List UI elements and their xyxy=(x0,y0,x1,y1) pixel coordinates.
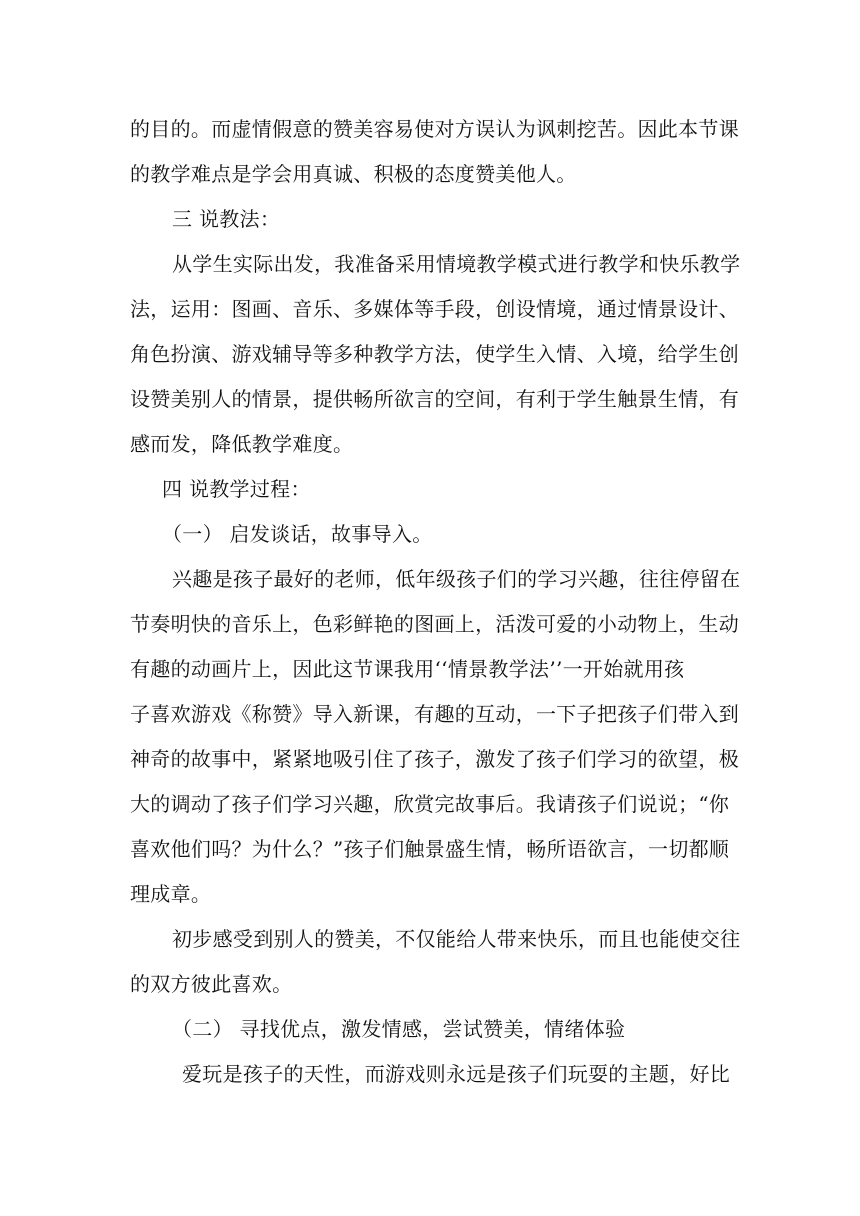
text-line-11: 兴趣是孩子最好的老师，低年级孩子们的学习兴趣，往往停留在 xyxy=(172,567,741,591)
text-line-8: 感而发，降低教学难度。 xyxy=(130,432,354,456)
text-line-17: 喜欢他们吗？为什么？”孩子们触景盛生情，畅所语欲言，一切都顺 xyxy=(130,837,730,861)
text-line-12: 节奏明快的音乐上，色彩鲜艳的图画上，活泼可爱的小动物上，生动 xyxy=(130,612,739,636)
text-line-22: 爱玩是孩子的天性，而游戏则永远是孩子们玩耍的主题，好比 xyxy=(182,1062,731,1086)
subsection-heading-1: （一） 启发谈话，故事导入。 xyxy=(162,522,433,546)
subsection-heading-2: （二） 寻找优点，激发情感，尝试赞美，情绪体验 xyxy=(172,1017,626,1041)
text-line-4: 从学生实际出发，我准备采用情境教学模式进行教学和快乐教学 xyxy=(172,252,741,276)
section-heading-teaching-method: 三 说教法： xyxy=(172,207,281,231)
text-line-20: 的双方彼此喜欢。 xyxy=(130,972,293,996)
text-line-1: 的目的。而虚情假意的赞美容易使对方误认为讽刺挖苦。因此本节课 xyxy=(130,117,739,141)
text-line-6: 角色扮演、游戏辅导等多种教学方法，使学生入情、入境，给学生创 xyxy=(130,342,739,366)
text-line-2: 的教学难点是学会用真诚、积极的态度赞美他人。 xyxy=(130,162,577,186)
text-line-7: 设赞美别人的情景，提供畅所欲言的空间，有利于学生触景生情，有 xyxy=(130,387,739,411)
text-line-18: 理成章。 xyxy=(130,882,212,906)
text-line-5: 法，运用：图画、音乐、多媒体等手段，创设情境，通过情景设计、 xyxy=(130,297,739,321)
text-line-19: 初步感受到别人的赞美，不仅能给人带来快乐，而且也能使交往 xyxy=(172,927,741,951)
text-line-15: 神奇的故事中，紧紧地吸引住了孩子，激发了孩子们学习的欲望，极 xyxy=(130,747,739,771)
text-line-13: 有趣的动画片上，因此这节课我用‘‘情景教学法’’一开始就用孩 xyxy=(130,657,685,681)
section-heading-teaching-process: 四 说教学过程： xyxy=(162,477,311,501)
text-line-16: 大的调动了孩子们学习兴趣，欣赏完故事后。我请孩子们说说；“你 xyxy=(130,792,730,816)
text-line-14: 子喜欢游戏《称赞》导入新课，有趣的互动，一下子把孩子们带入到 xyxy=(130,702,739,726)
